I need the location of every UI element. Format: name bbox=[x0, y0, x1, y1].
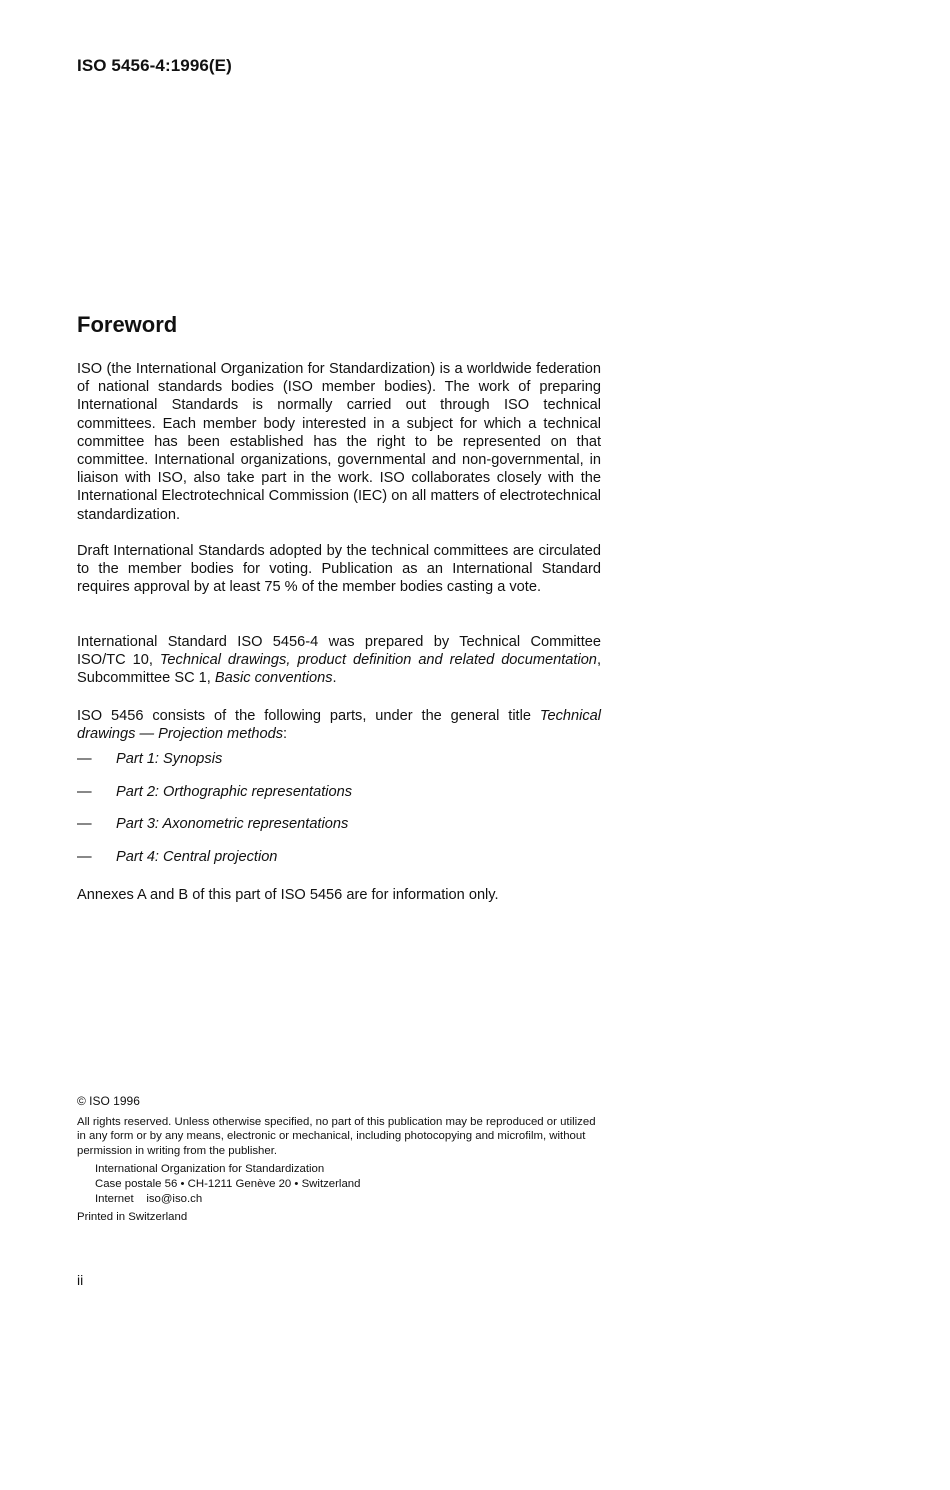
p3-text-c: , Subcommittee SC 1, bbox=[77, 652, 601, 687]
list-dash: — bbox=[77, 751, 92, 767]
p4-text-a: ISO 5456 consists of the following parts, under the general title bbox=[77, 708, 540, 724]
page-number: ii bbox=[77, 1272, 84, 1288]
list-item bbox=[77, 816, 601, 849]
internet-label: Internet bbox=[95, 1192, 134, 1205]
part-2-title: Part 2: Orthographic representations bbox=[116, 783, 353, 800]
annex-note: Annexes A and B of this part of ISO 5456 are for information only. bbox=[77, 887, 499, 903]
copyright-block bbox=[77, 1094, 607, 1225]
list-item bbox=[77, 751, 601, 784]
p3-text-a: International Standard ISO 5456-4 was prepared by Technical Committee ISO/TC 10, bbox=[77, 634, 601, 669]
list-dash: — bbox=[77, 848, 92, 865]
foreword-paragraph-1: ISO (the International Organization for Standardization) is a worldwide federation of national standards bodies (ISO member bodies). The work of preparing International Standards is normally carried out through ISO technical committees. Each member body interested in a subject for which a technical committee has been established has the right to be represented on that committee. International organizations, governmental and non-governmental, in liaison with ISO, also take part in the work. ISO collaborates closely with the International Electrotechnical Commission (IEC) on all matters of electrotechnical standardization. bbox=[77, 361, 601, 523]
document-id-header: ISO 5456-4:1996(E) bbox=[77, 56, 232, 75]
page-title: Foreword bbox=[77, 312, 178, 337]
internet-contact bbox=[95, 1192, 607, 1207]
part-4-title: Part 4: Central projection bbox=[116, 848, 278, 865]
list-dash: — bbox=[77, 816, 92, 832]
organization-name: International Organization for Standardization bbox=[95, 1163, 325, 1176]
p3-committee-title: Technical drawings, product definition and related documentation bbox=[159, 652, 597, 669]
postal-address: Case postale 56 • CH-1211 Genève 20 • Switzerland bbox=[95, 1177, 361, 1190]
p3-subcommittee-title: Basic conventions bbox=[214, 670, 333, 687]
foreword-paragraph-4 bbox=[77, 707, 601, 743]
internet-email: iso@iso.ch bbox=[146, 1192, 203, 1205]
list-dash: — bbox=[77, 783, 92, 800]
list-item bbox=[77, 849, 601, 882]
rights-statement: All rights reserved. Unless otherwise specified, no part of this publication may be reproduced or utilized in any form or by any means, electronic or mechanical, including photocopying and microfilm, without permission in writing from the publisher. bbox=[77, 1115, 596, 1157]
foreword-paragraph-2: Draft International Standards adopted by the technical committees are circulated to the member bodies for voting. Publication as an International Standard requires approval by at least 75 % of the member bodies casting a vote. bbox=[77, 543, 601, 596]
list-item bbox=[77, 784, 601, 817]
parts-list bbox=[77, 751, 601, 881]
p3-text-e: . bbox=[332, 670, 337, 687]
part-3-title: Part 3: Axonometric representations bbox=[116, 816, 349, 832]
copyright-line: © ISO 1996 bbox=[77, 1094, 140, 1108]
foreword-paragraph-3 bbox=[77, 633, 601, 688]
p4-general-title: Technical drawings — Projection methods bbox=[77, 708, 601, 743]
part-1-title: Part 1: Synopsis bbox=[116, 751, 223, 767]
publisher-address bbox=[95, 1162, 607, 1206]
p4-text-c: : bbox=[283, 726, 288, 743]
printed-in: Printed in Switzerland bbox=[77, 1211, 188, 1224]
